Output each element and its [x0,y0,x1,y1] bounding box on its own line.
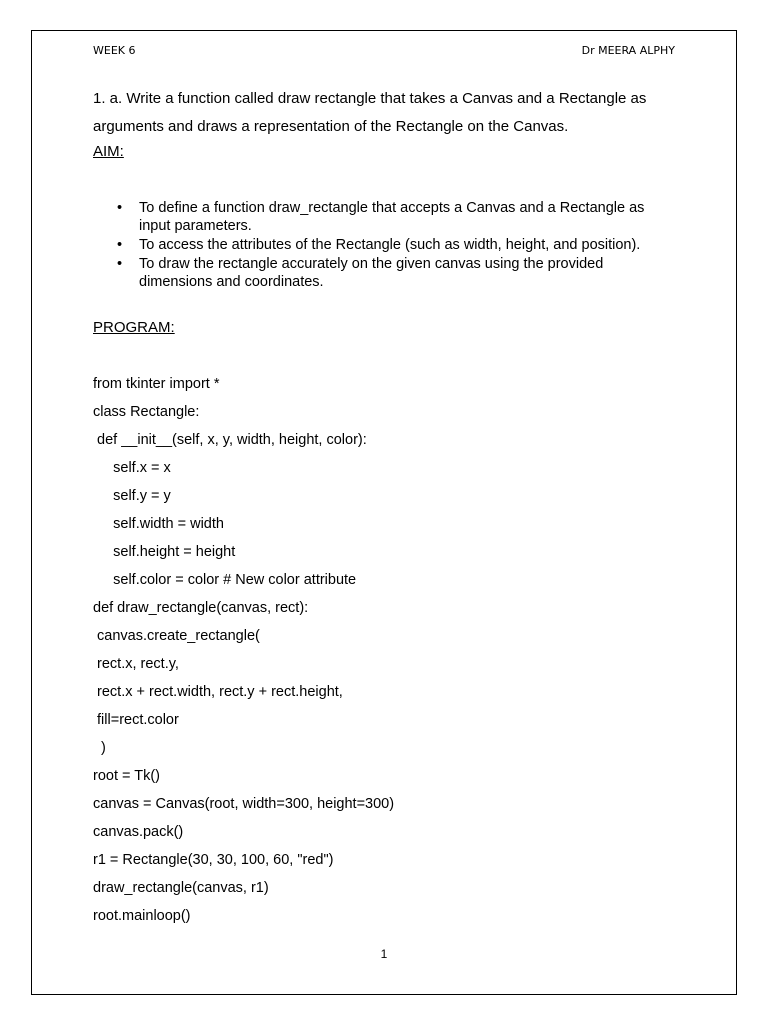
question-line: arguments and draws a representation of the Rectangle on the Canvas. [93,118,569,135]
code-line: canvas = Canvas(root, width=300, height=300) [93,796,395,812]
aim-item-text: To draw the rectangle accurately on the given canvas using the provided dimensions and coordinates. [139,256,604,290]
code-line: self.x = x [93,460,171,476]
header-author-name: Dr MEERA ALPHY [581,44,675,57]
code-line: draw_rectangle(canvas, r1) [93,880,269,896]
code-line: canvas.create_rectangle( [93,628,260,644]
code-line: self.y = y [93,488,171,504]
aim-heading: AIM: [93,143,124,160]
code-line: rect.x, rect.y, [93,656,179,672]
code-line: class Rectangle: [93,404,200,420]
aim-item-text: To access the attributes of the Rectangle (such as width, height, and position). [139,237,641,253]
question-line: 1. a. Write a function called draw rectangle that takes a Canvas and a Rectangle as [93,90,647,107]
code-line: self.height = height [93,544,236,560]
question-text [93,85,693,141]
code-line: fill=rect.color [93,712,179,728]
code-line: self.color = color # New color attribute [93,572,357,588]
aim-list-item [117,199,677,235]
aim-list-item [117,255,677,291]
bullet-icon: • [117,237,123,253]
code-line: def __init__(self, x, y, width, height, color): [93,432,367,448]
code-block [93,370,693,930]
header-week-label: WEEK 6 [93,44,136,57]
code-line: canvas.pack() [93,824,184,840]
code-line: root = Tk() [93,768,161,784]
code-line: ) [93,740,106,756]
code-line: def draw_rectangle(canvas, rect): [93,600,309,616]
code-line: self.width = width [93,516,224,532]
aim-list-item [117,236,677,254]
aim-item-text: To define a function draw_rectangle that accepts a Canvas and a Rectangle as input parameters. [139,200,645,234]
program-heading: PROGRAM: [93,319,175,336]
bullet-icon: • [117,256,123,272]
code-line: root.mainloop() [93,908,191,924]
code-line: rect.x + rect.width, rect.y + rect.height, [93,684,343,700]
code-line: from tkinter import * [93,376,220,392]
page-number: 1 [380,947,388,961]
bullet-icon: • [117,200,123,216]
code-line: r1 = Rectangle(30, 30, 100, 60, "red") [93,852,334,868]
aim-list [117,199,677,292]
